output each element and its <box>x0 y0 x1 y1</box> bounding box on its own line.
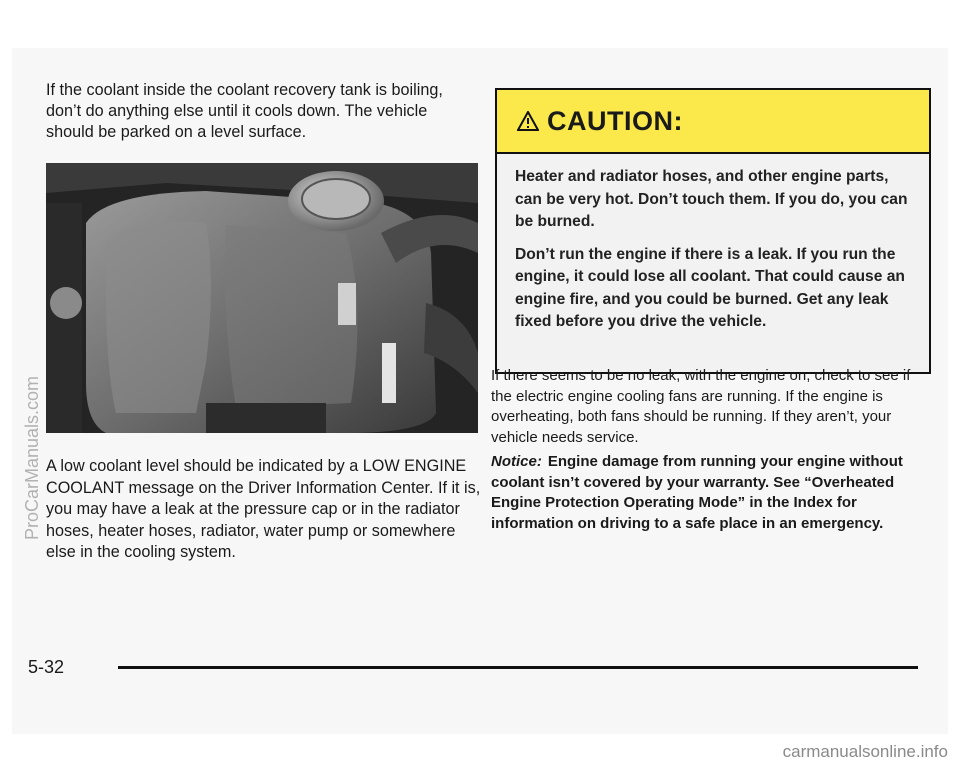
fans-paragraph: If there seems to be no leak, with the engine on, check to see if the electric engine cooling fans are running. If the engine is overheating, both fans should be running. If they aren’t, your vehicle needs service. <box>491 367 911 446</box>
bottom-watermark: carmanualsonline.info <box>782 742 948 761</box>
notice-label: Notice: <box>491 453 542 470</box>
coolant-tank-illustration <box>46 163 478 433</box>
intro-paragraph: If the coolant inside the coolant recovery tank is boiling, don’t do anything else until it cools down. The vehicle should be parked on a level surface. <box>46 81 443 141</box>
caution-paragraph-1: Heater and radiator hoses, and other engine parts, can be very hot. Don’t touch them. If you do, you can be burned. <box>515 168 908 230</box>
coolant-tank-photo <box>46 163 478 433</box>
low-coolant-paragraph: A low coolant level should be indicated by a LOW ENGINE COOLANT message on the Driver Information Center. If it is, you may have a leak at the pressure cap or in the radiator hoses, heater hoses, radiator, water pump or somewhere else in the cooling system. <box>46 457 481 561</box>
page-number: 5-32 <box>28 657 65 677</box>
left-column <box>46 80 478 143</box>
caution-header <box>497 90 929 154</box>
warning-triangle-icon <box>517 111 539 131</box>
caution-paragraph-2: Don’t run the engine if there is a leak. If you run the engine, it could lose all coolant. That could cause an engine fire, and you could be burned. Get any leak fixed before you drive the vehicle. <box>515 245 905 330</box>
side-watermark: ProCarManuals.com <box>22 375 42 540</box>
caution-body <box>497 154 929 334</box>
manual-page <box>12 48 948 734</box>
notice-paragraph <box>491 452 931 534</box>
notice-text: Engine damage from running your engine without coolant isn’t covered by your warranty. See “Overheated Engine Protection Operating Mode” in the Index for information on driving to a safe place in an emergency. <box>491 453 903 532</box>
footer-rule <box>118 666 918 669</box>
caution-title: CAUTION: <box>547 105 683 136</box>
caution-box <box>495 88 931 374</box>
